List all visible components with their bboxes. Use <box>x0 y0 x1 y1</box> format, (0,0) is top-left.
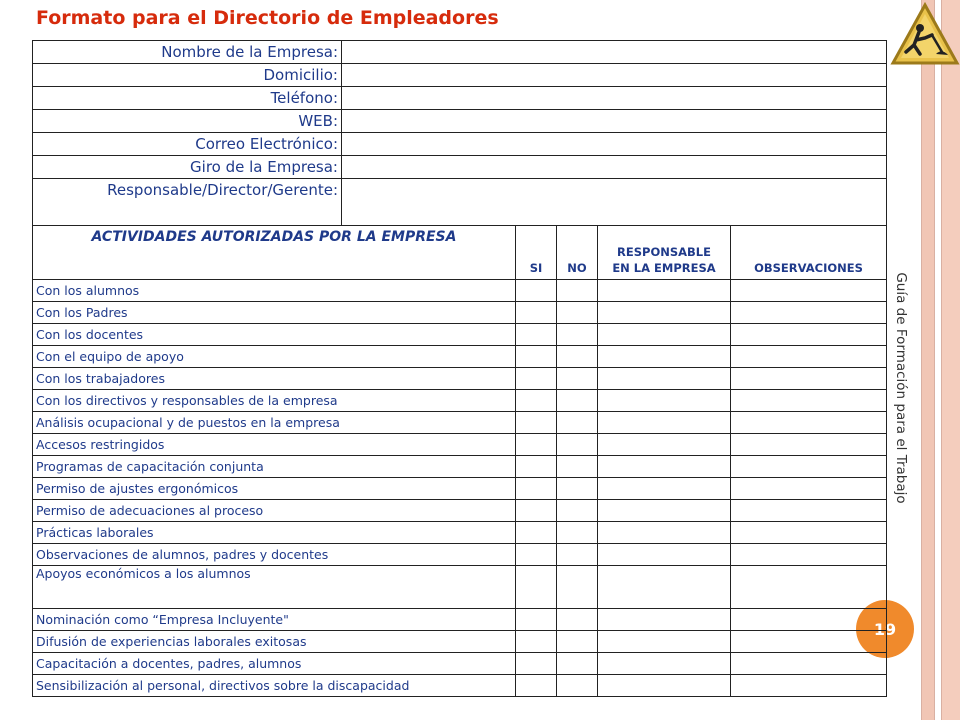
company-field-value[interactable] <box>342 133 887 156</box>
responsable-cell[interactable] <box>598 609 731 631</box>
observaciones-cell[interactable] <box>731 544 887 566</box>
activity-label: Capacitación a docentes, padres, alumnos <box>33 653 516 675</box>
responsable-cell[interactable] <box>598 368 731 390</box>
page-number-badge: 19 <box>856 600 914 658</box>
no-cell[interactable] <box>557 412 598 434</box>
no-cell[interactable] <box>557 324 598 346</box>
responsable-cell[interactable] <box>598 434 731 456</box>
observaciones-cell[interactable] <box>731 368 887 390</box>
activity-label: Análisis ocupacional y de puestos en la empresa <box>33 412 516 434</box>
company-field-value[interactable] <box>342 179 887 226</box>
band-edge-line <box>921 0 922 720</box>
responsable-cell[interactable] <box>598 412 731 434</box>
band-edge-line <box>941 0 942 720</box>
company-field-label: Responsable/Director/Gerente: <box>33 179 342 226</box>
observaciones-cell[interactable] <box>731 522 887 544</box>
si-cell[interactable] <box>516 566 557 609</box>
company-field-row <box>33 87 887 110</box>
si-cell[interactable] <box>516 500 557 522</box>
responsable-cell[interactable] <box>598 544 731 566</box>
activity-label: Permiso de adecuaciones al proceso <box>33 500 516 522</box>
si-cell[interactable] <box>516 631 557 653</box>
activity-label: Permiso de ajustes ergonómicos <box>33 478 516 500</box>
responsable-cell[interactable] <box>598 522 731 544</box>
si-cell[interactable] <box>516 280 557 302</box>
company-field-row <box>33 41 887 64</box>
activity-row <box>33 280 887 302</box>
si-cell[interactable] <box>516 675 557 697</box>
activity-label: Con los Padres <box>33 302 516 324</box>
observaciones-cell[interactable] <box>731 609 887 631</box>
no-cell[interactable] <box>557 434 598 456</box>
company-field-value[interactable] <box>342 156 887 179</box>
activity-label: Programas de capacitación conjunta <box>33 456 516 478</box>
company-field-row <box>33 64 887 87</box>
company-field-row <box>33 179 887 226</box>
activity-row <box>33 346 887 368</box>
no-cell[interactable] <box>557 631 598 653</box>
observaciones-cell[interactable] <box>731 653 887 675</box>
activity-row <box>33 302 887 324</box>
activity-row <box>33 566 887 609</box>
guide-vertical-label: Guía de Formación para el Trabajo <box>893 272 909 504</box>
worker-digging-icon <box>890 2 960 66</box>
company-field-label: Domicilio: <box>33 64 342 87</box>
no-cell[interactable] <box>557 544 598 566</box>
si-cell[interactable] <box>516 368 557 390</box>
si-cell[interactable] <box>516 522 557 544</box>
responsable-cell[interactable] <box>598 456 731 478</box>
si-cell[interactable] <box>516 302 557 324</box>
responsable-cell[interactable] <box>598 631 731 653</box>
no-cell[interactable] <box>557 390 598 412</box>
band-edge-line <box>934 0 935 720</box>
observaciones-cell[interactable] <box>731 324 887 346</box>
activity-row <box>33 434 887 456</box>
activities-header-row <box>33 226 887 280</box>
observaciones-cell[interactable] <box>731 566 887 609</box>
activity-row <box>33 390 887 412</box>
no-cell[interactable] <box>557 653 598 675</box>
no-cell[interactable] <box>557 302 598 324</box>
column-responsable-line2: EN LA EMPRESA <box>612 261 716 276</box>
activities-header: ACTIVIDADES AUTORIZADAS POR LA EMPRESA <box>33 226 516 280</box>
no-cell[interactable] <box>557 609 598 631</box>
page-title: Formato para el Directorio de Empleadores <box>36 7 499 29</box>
observaciones-cell[interactable] <box>731 675 887 697</box>
observaciones-cell[interactable] <box>731 478 887 500</box>
si-cell[interactable] <box>516 653 557 675</box>
responsable-cell[interactable] <box>598 500 731 522</box>
no-cell[interactable] <box>557 675 598 697</box>
no-cell[interactable] <box>557 478 598 500</box>
column-observaciones: OBSERVACIONES <box>731 226 887 280</box>
column-responsable <box>598 226 731 280</box>
activity-label: Con el equipo de apoyo <box>33 346 516 368</box>
company-field-label: Correo Electrónico: <box>33 133 342 156</box>
responsable-cell[interactable] <box>598 390 731 412</box>
observaciones-cell[interactable] <box>731 631 887 653</box>
observaciones-cell[interactable] <box>731 412 887 434</box>
activity-label: Apoyos económicos a los alumnos <box>33 566 516 609</box>
activity-label: Con los directivos y responsables de la empresa <box>33 390 516 412</box>
si-cell[interactable] <box>516 324 557 346</box>
activity-row <box>33 675 887 697</box>
activity-label: Nominación como “Empresa Incluyente" <box>33 609 516 631</box>
activity-row <box>33 412 887 434</box>
company-field-row <box>33 156 887 179</box>
responsable-cell[interactable] <box>598 346 731 368</box>
company-field-row <box>33 133 887 156</box>
employer-directory-form <box>32 40 887 697</box>
si-cell[interactable] <box>516 412 557 434</box>
company-field-label: Teléfono: <box>33 87 342 110</box>
company-field-row <box>33 110 887 133</box>
si-cell[interactable] <box>516 544 557 566</box>
observaciones-cell[interactable] <box>731 434 887 456</box>
si-cell[interactable] <box>516 346 557 368</box>
observaciones-cell[interactable] <box>731 280 887 302</box>
observaciones-cell[interactable] <box>731 456 887 478</box>
observaciones-cell[interactable] <box>731 390 887 412</box>
no-cell[interactable] <box>557 346 598 368</box>
observaciones-cell[interactable] <box>731 346 887 368</box>
activity-row <box>33 500 887 522</box>
activity-row <box>33 324 887 346</box>
activity-row <box>33 478 887 500</box>
activity-label: Sensibilización al personal, directivos sobre la discapacidad <box>33 675 516 697</box>
company-field-label: Nombre de la Empresa: <box>33 41 342 64</box>
responsable-cell[interactable] <box>598 675 731 697</box>
responsable-cell[interactable] <box>598 324 731 346</box>
activity-row <box>33 609 887 631</box>
activity-row <box>33 544 887 566</box>
no-cell[interactable] <box>557 566 598 609</box>
no-cell[interactable] <box>557 500 598 522</box>
activity-row <box>33 653 887 675</box>
responsable-cell[interactable] <box>598 478 731 500</box>
observaciones-cell[interactable] <box>731 302 887 324</box>
activity-label: Con los docentes <box>33 324 516 346</box>
activity-label: Prácticas laborales <box>33 522 516 544</box>
company-field-label: Giro de la Empresa: <box>33 156 342 179</box>
no-cell[interactable] <box>557 456 598 478</box>
column-responsable-line1: RESPONSABLE <box>617 244 711 259</box>
si-cell[interactable] <box>516 609 557 631</box>
no-cell[interactable] <box>557 280 598 302</box>
responsable-cell[interactable] <box>598 302 731 324</box>
activity-label: Accesos restringidos <box>33 434 516 456</box>
company-field-value[interactable] <box>342 64 887 87</box>
decorative-band-outer <box>941 0 960 720</box>
responsable-cell[interactable] <box>598 280 731 302</box>
activity-label: Difusión de experiencias laborales exitosas <box>33 631 516 653</box>
column-no: NO <box>557 226 598 280</box>
observaciones-cell[interactable] <box>731 500 887 522</box>
no-cell[interactable] <box>557 522 598 544</box>
si-cell[interactable] <box>516 478 557 500</box>
si-cell[interactable] <box>516 390 557 412</box>
no-cell[interactable] <box>557 368 598 390</box>
column-si: SI <box>516 226 557 280</box>
activity-row <box>33 631 887 653</box>
company-field-label: WEB: <box>33 110 342 133</box>
activity-label: Con los trabajadores <box>33 368 516 390</box>
activity-label: Observaciones de alumnos, padres y docentes <box>33 544 516 566</box>
company-field-value[interactable] <box>342 110 887 133</box>
decorative-band <box>921 0 935 720</box>
activity-label: Con los alumnos <box>33 280 516 302</box>
activity-row <box>33 368 887 390</box>
responsable-cell[interactable] <box>598 566 731 609</box>
activity-row <box>33 522 887 544</box>
responsable-cell[interactable] <box>598 653 731 675</box>
company-field-value[interactable] <box>342 41 887 64</box>
activity-row <box>33 456 887 478</box>
si-cell[interactable] <box>516 456 557 478</box>
si-cell[interactable] <box>516 434 557 456</box>
company-field-value[interactable] <box>342 87 887 110</box>
